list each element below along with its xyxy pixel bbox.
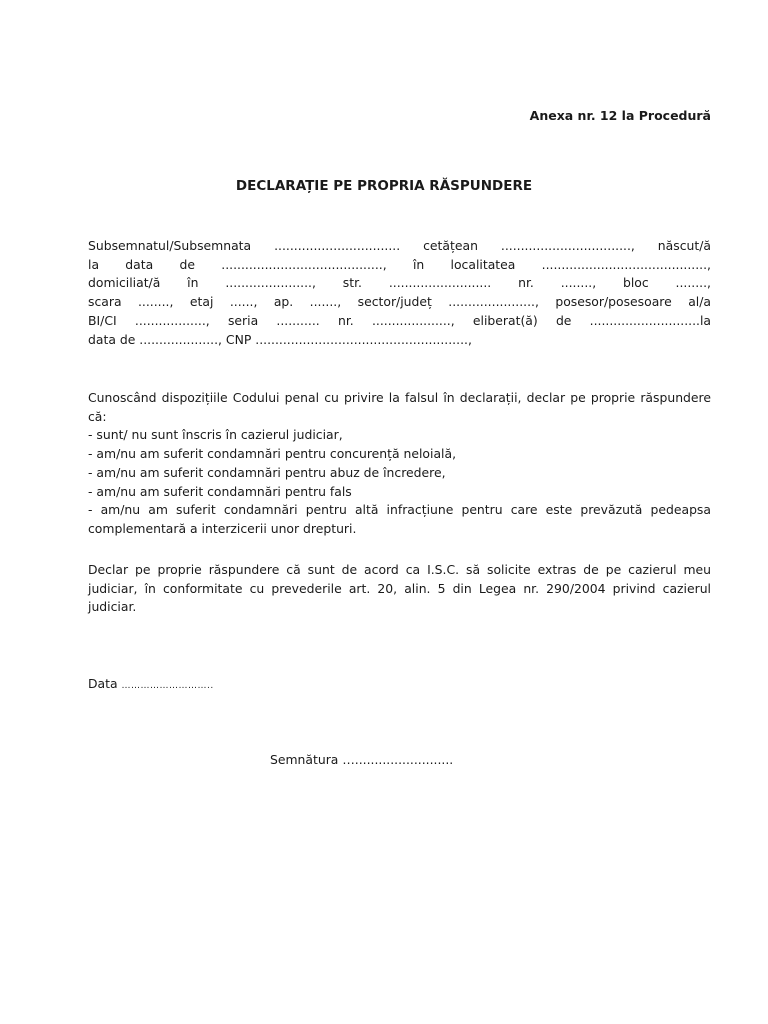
signature-blank: …......................... [342, 752, 454, 767]
identity-line-6: data de ...................., CNP ......................................................, [88, 331, 472, 347]
identity-paragraph [88, 237, 711, 349]
date-blank: ……………………….. [121, 681, 214, 691]
signature-field [270, 752, 453, 767]
declaration-intro: Cunoscând dispozițiile Codului penal cu privire la falsul în declarații, declar pe proprie răspundere că: [88, 390, 711, 424]
date-label: Data [88, 676, 118, 691]
date-field [88, 676, 214, 691]
declaration-paragraph [88, 389, 711, 539]
declaration-item-breach-of-trust: - am/nu am suferit condamnări pentru abuz de încredere, [88, 464, 446, 480]
declaration-item-forgery: - am/nu am suferit condamnări pentru fals [88, 483, 352, 499]
declaration-item-other-offence: - am/nu am suferit condamnări pentru altă infracțiune pentru care este prevăzută pedeapsa complementară a interzicerii unor drepturi. [88, 502, 711, 536]
signature-label: Semnătura [270, 752, 339, 767]
identity-line-3: domiciliat/ă în ......................, str. .......................... nr. ........, bloc ........, [88, 275, 711, 291]
identity-line-4: scara ........, etaj ......, ap. ......., sector/județ ......................, posesor/posesoare al/a [88, 294, 711, 310]
identity-line-1: Subsemnatul/Subsemnata ................................ cetățean ................................., născut/ă [88, 238, 711, 253]
annex-reference: Anexa nr. 12 la Procedură [529, 108, 711, 123]
identity-line-2: la data de ........................................., în localitatea .........................................., [88, 256, 711, 272]
consent-paragraph: Declar pe proprie răspundere că sunt de acord ca I.S.C. să solicite extras de pe cazierul meu judiciar, în conformitate cu prevederile art. 20, alin. 5 din Legea nr. 290/2004 privind cazierul judiciar. [88, 562, 711, 615]
declaration-item-unfair-competition: - am/nu am suferit condamnări pentru concurență neloială, [88, 446, 457, 462]
identity-line-5: BI/CI .................., seria ........... nr. ...................., eliberat(ă) de ............................la [88, 312, 711, 328]
declaration-item-criminal-record: - sunt/ nu sunt înscris în cazierul judiciar, [88, 427, 343, 443]
document-title: DECLARAȚIE PE PROPRIA RĂSPUNDERE [235, 178, 533, 194]
